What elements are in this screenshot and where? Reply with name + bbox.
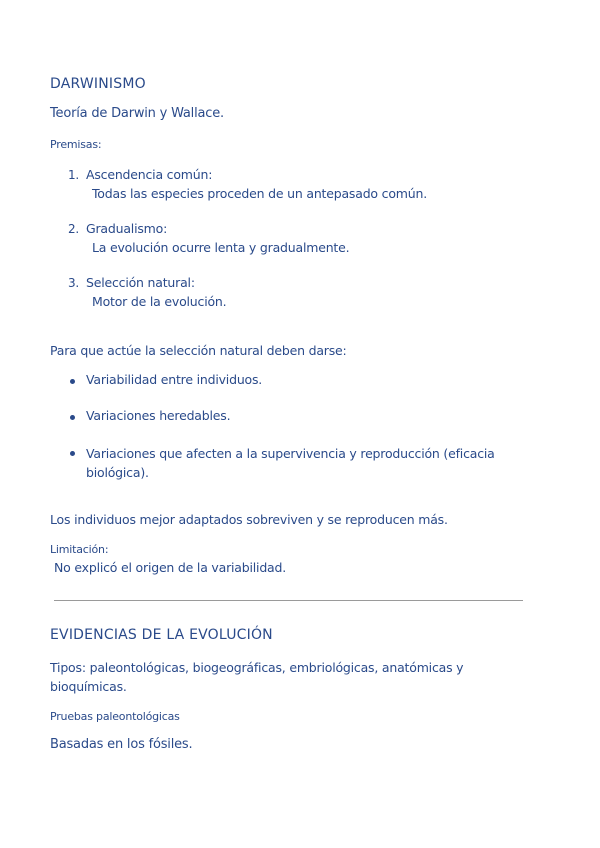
premises-label: Premisas: [50,138,102,151]
premise-name: Selección natural: [86,275,195,290]
limitation-text: No explicó el origen de la variabilidad. [54,560,287,575]
premise-description: Motor de la evolución. [92,294,227,309]
section-divider [54,600,523,601]
subheading-paleontologicas: Pruebas paleontológicas [50,710,180,723]
bullet-icon [70,451,75,456]
condition-item: Variaciones que afecten a la supervivencia y reproducción (eficacia biológica). [86,446,495,480]
premise-description: La evolución ocurre lenta y gradualmente. [92,240,350,255]
premise-number: 2. [68,222,80,236]
conclusion-text: Los individuos mejor adaptados sobreviven y se reproducen más. [50,512,448,527]
condition-item: Variaciones heredables. [86,408,231,423]
premise-description: Todas las especies proceden de un antepasado común. [92,186,427,201]
bullet-icon [70,415,75,420]
intro-text: Teoría de Darwin y Wallace. [50,106,224,121]
condition-item: Variabilidad entre individuos. [86,372,263,387]
evidence-types-text: Tipos: paleontológicas, biogeográficas, embriológicas, anatómicas y bioquímicas. [50,660,464,694]
bullet-icon [70,379,75,384]
premise-name: Ascendencia común: [86,167,213,182]
paleo-text: Basadas en los fósiles. [50,737,193,752]
limitation-label: Limitación: [50,543,109,556]
premise-number: 3. [68,276,80,290]
premise-name: Gradualismo: [86,221,168,236]
conditions-label: Para que actúe la selección natural deben darse: [50,343,347,358]
premise-number: 1. [68,168,80,182]
section-title-darwinismo: DARWINISMO [50,76,146,92]
section-title-evidencias: EVIDENCIAS DE LA EVOLUCIÓN [50,627,273,643]
